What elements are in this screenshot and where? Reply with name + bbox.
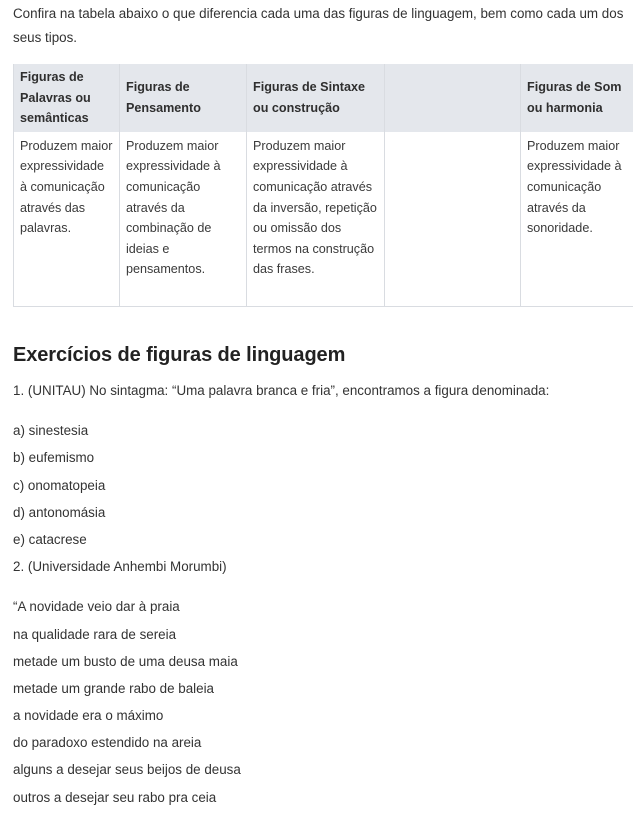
- table-row: [14, 132, 633, 307]
- poem-line: do paradoxo estendido na areia: [13, 735, 202, 751]
- option-a: a) sinestesia: [13, 423, 89, 439]
- option-c: c) onomatopeia: [13, 477, 106, 493]
- section-title: Exercícios de figuras de linguagem: [13, 344, 346, 366]
- exercise-content: [13, 377, 628, 811]
- table-header-row: [14, 64, 633, 132]
- header-empty: [385, 64, 521, 132]
- question-1: 1. (UNITAU) No sintagma: “Uma palavra branca e fria”, encontramos a figura denominada:: [13, 383, 550, 398]
- figures-table: [13, 64, 633, 307]
- cell-som: Produzem maior expressividade à comunicação através da sonoridade.: [521, 132, 633, 307]
- header-figuras-som: Figuras de Som ou harmonia: [521, 64, 633, 132]
- header-figuras-sintaxe: Figuras de Sintaxe ou construção: [247, 64, 385, 132]
- question-2: 2. (Universidade Anhembi Morumbi): [13, 559, 227, 575]
- poem-line: alguns a desejar seus beijos de deusa: [13, 762, 241, 778]
- poem-line: “A novidade veio dar à praia: [13, 599, 180, 615]
- intro-paragraph: Confira na tabela abaixo o que diferencia cada uma das figuras de linguagem, bem como cada um dos seus tipos.: [13, 6, 624, 45]
- poem-line: metade um grande rabo de baleia: [13, 680, 214, 696]
- cell-pensamento: Produzem maior expressividade à comunicação através da combinação de ideias e pensamentos.: [120, 132, 247, 307]
- option-b: b) eufemismo: [13, 450, 95, 466]
- option-e: e) catacrese: [13, 531, 87, 547]
- cell-palavras: Produzem maior expressividade à comunicação através das palavras.: [14, 132, 120, 307]
- option-d: d) antonomásia: [13, 504, 106, 520]
- poem-line: outros a desejar seu rabo pra ceia: [13, 789, 217, 805]
- poem-line: na qualidade rara de sereia: [13, 626, 177, 642]
- cell-sintaxe: Produzem maior expressividade à comunicação através da inversão, repetição ou omissão dos termos na construção das frases.: [247, 132, 385, 307]
- header-figuras-pensamento: Figuras de Pensamento: [120, 64, 247, 132]
- poem-line: metade um busto de uma deusa maia: [13, 653, 238, 669]
- cell-empty: [385, 132, 521, 307]
- poem-line: a novidade era o máximo: [13, 708, 164, 724]
- header-figuras-palavras: Figuras de Palavras ou semânticas: [14, 64, 120, 132]
